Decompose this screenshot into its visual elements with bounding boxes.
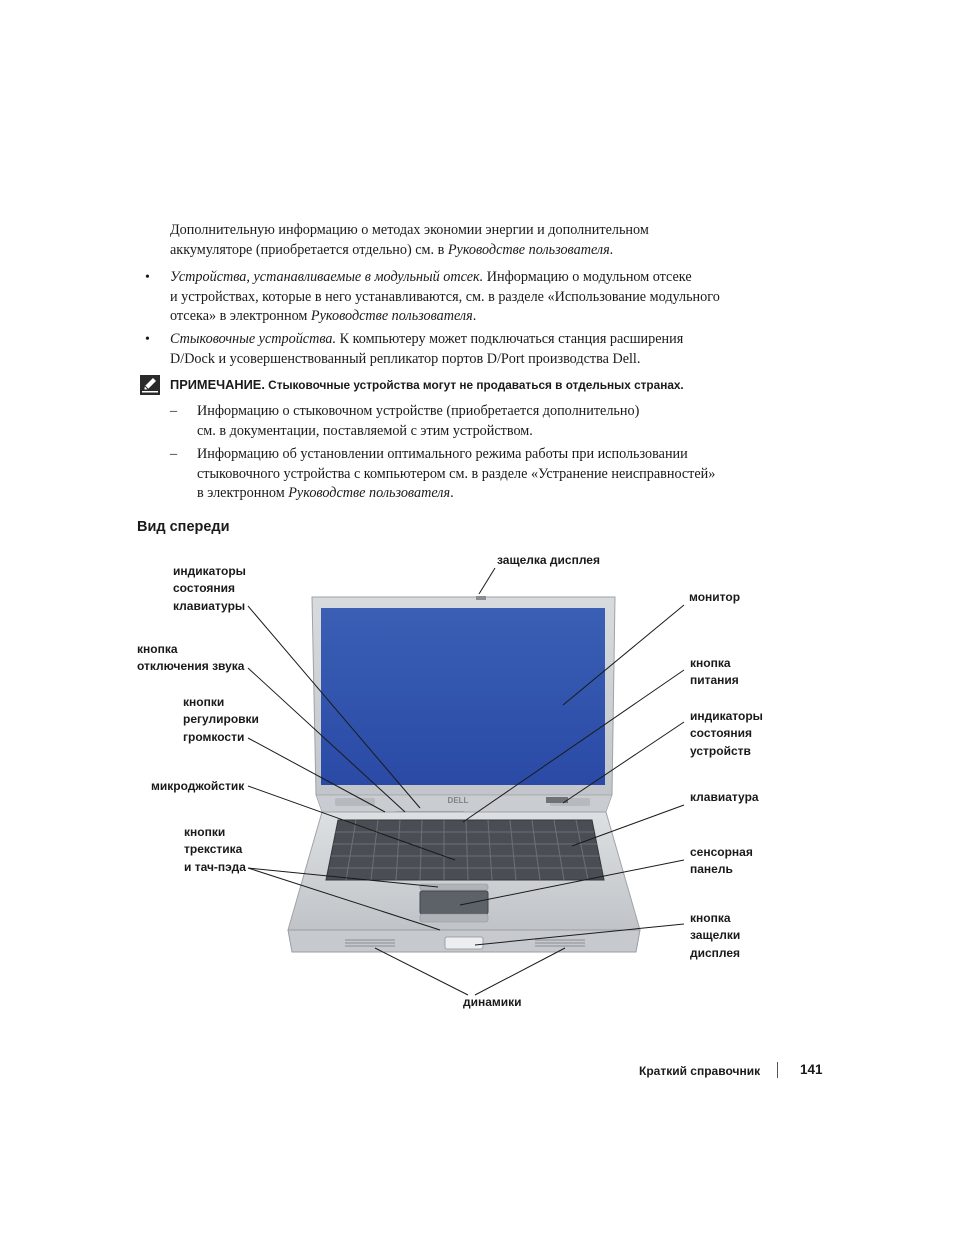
label-track-stick: микроджойстик [151, 779, 245, 793]
label-volume-buttons: кнопки регулировки громкости [183, 695, 259, 744]
display-screen [321, 608, 605, 785]
label-touchpad: сенсорная панель [690, 845, 753, 877]
dash-mark-2: – [170, 446, 178, 462]
intro-line-2: аккумуляторе (приобретается отдельно) см. в Руководстве пользователя. [170, 241, 614, 258]
dash-mark-1: – [170, 403, 178, 419]
bullet-mark-1: • [145, 270, 150, 285]
label-monitor: монитор [689, 590, 741, 604]
page-number: 141 [800, 1062, 823, 1077]
dell-logo: DELL [447, 796, 469, 805]
touchpad [420, 891, 488, 914]
label-power-button: кнопка питания [690, 656, 739, 688]
label-track-stick-buttons: кнопки трекстика и тач-пэда [184, 825, 246, 874]
label-speakers: динамики [463, 995, 522, 1009]
note-label: ПРИМЕЧАНИЕ. [170, 377, 265, 392]
display-latch [476, 596, 486, 600]
bullet-item-modular-bay: Устройства, устанавливаемые в модульный отсек. Информацию о модульном отсеке и устройствах, которые в него устанавливаются, см. в разделе «Использование модульного отсека» в электронном Руководстве пользователя. [170, 269, 720, 324]
dash-item-docking-docs: Информацию о стыковочном устройстве (приобретается дополнительно) см. в документации, поставляемой с этим устройством. [197, 403, 640, 439]
section-heading: Вид спереди [137, 519, 230, 535]
display-latch-button [445, 937, 483, 949]
label-display-latch-button: кнопка защелки дисплея [690, 911, 741, 960]
label-keyboard: клавиатура [690, 790, 759, 804]
intro-line-1: Дополнительную информацию о методах экономии энергии и дополнительном [170, 222, 649, 238]
dash-item-optimal-mode: Информацию об установлении оптимального режима работы при использовании стыковочного устройства с компьютером см. в разделе «Устранение неисправностей» в электронном Руководстве пользователя. [197, 446, 716, 501]
label-display-latch: защелка дисплея [497, 553, 600, 567]
bullet-item-docking: Стыковочные устройства. К компьютеру может подключаться станция расширения D/Dock и усовершенствованный репликатор портов D/Port производства Dell. [170, 331, 684, 367]
label-device-status-lights: индикаторы состояния устройств [690, 709, 763, 758]
footer-title: Краткий справочник [639, 1064, 761, 1078]
track-stick-buttons [420, 884, 488, 890]
bullet-mark-2: • [145, 332, 150, 347]
footer-separator [777, 1062, 778, 1078]
note-text: Стыковочные устройства могут не продаваться в отдельных странах. [264, 378, 684, 392]
label-keyboard-status-lights: индикаторы состояния клавиатуры [173, 564, 246, 613]
touchpad-buttons [420, 914, 488, 922]
label-mute-button: кнопка отключения звука [137, 642, 245, 674]
